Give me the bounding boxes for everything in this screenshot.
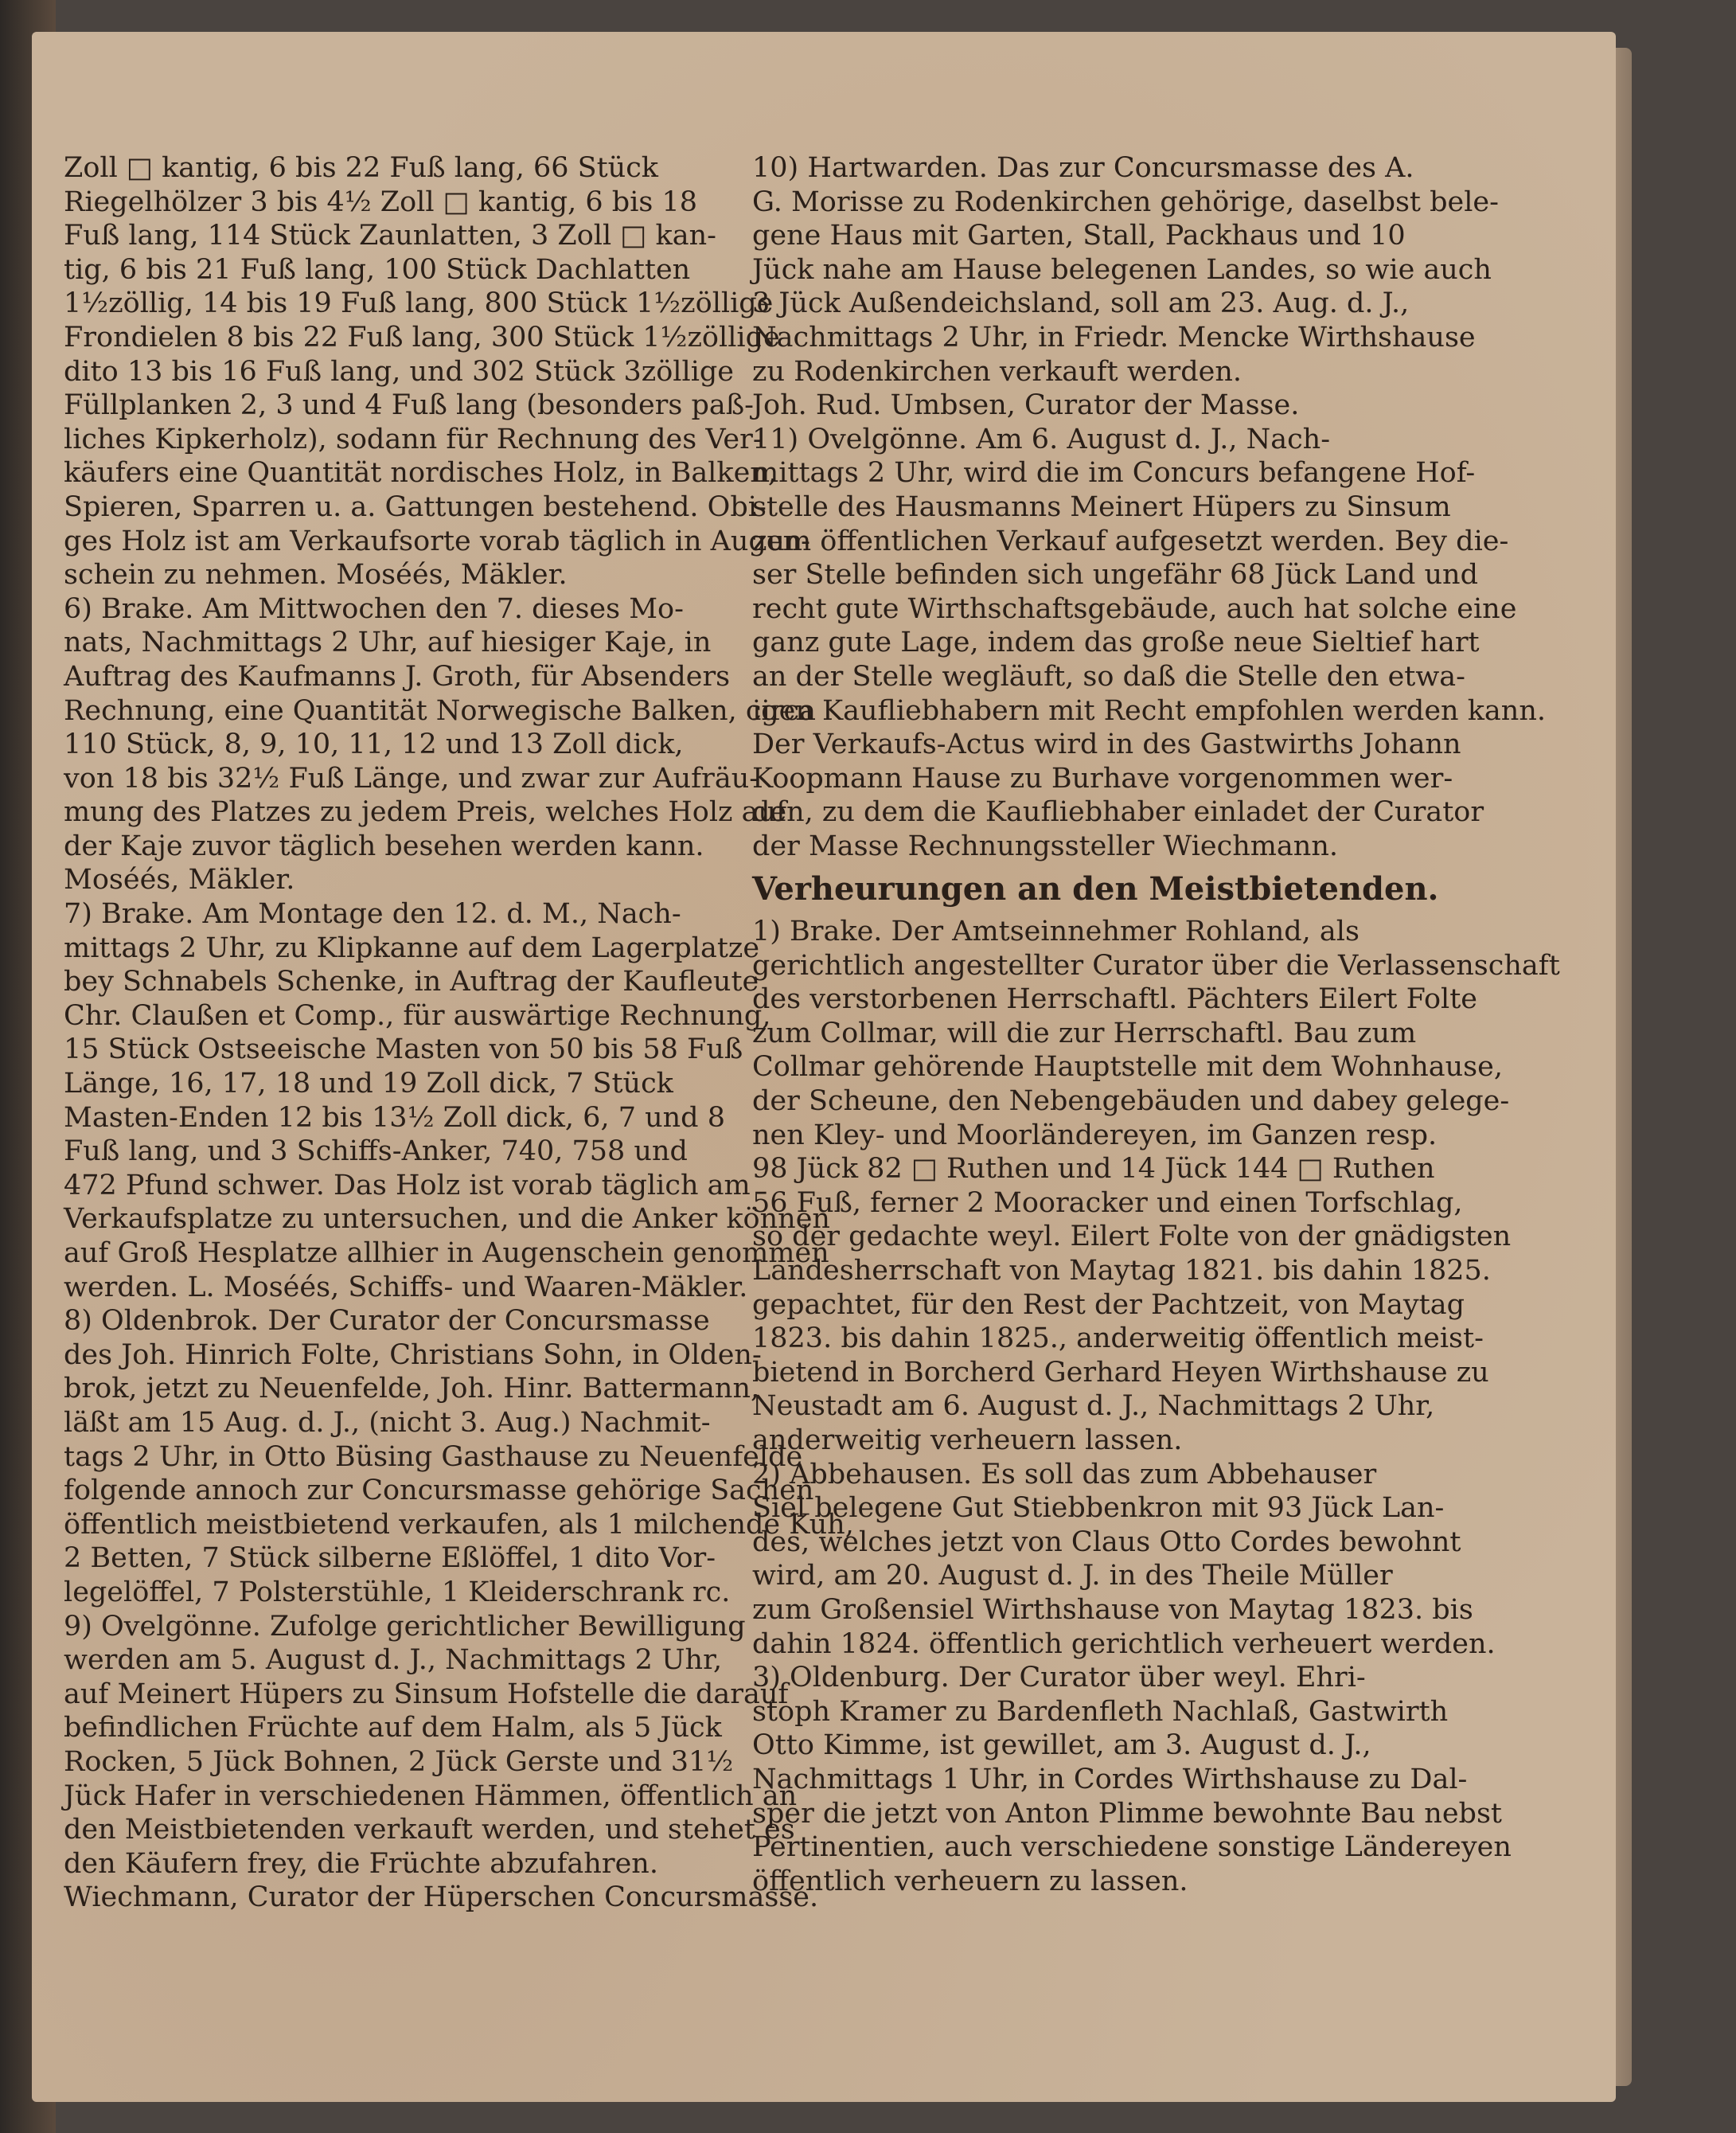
text-line: Joh. Rud. Umbsen, Curator der Masse. (752, 389, 1300, 422)
text-line: anderweitig verheuern lassen. (752, 1424, 1183, 1456)
text-line: Spieren, Sparren u. a. Gattungen bestehend. Obi- (64, 490, 767, 523)
text-line: 6) Brake. Am Mittwochen den 7. dieses Mo- (64, 592, 684, 625)
text-line: mung des Platzes zu jedem Preis, welches Holz auf (64, 796, 786, 829)
text-line: des, welches jetzt von Claus Otto Cordes bewohnt (752, 1526, 1461, 1558)
text-line: folgende annoch zur Concursmasse gehörige Sachen (64, 1475, 814, 1507)
text-line: 10) Hartwarden. Das zur Concursmasse des A. (752, 152, 1414, 184)
text-line: 2) Abbehausen. Es soll das zum Abbehauser (752, 1458, 1377, 1490)
text-line: Füllplanken 2, 3 und 4 Fuß lang (besonders paß- (64, 389, 754, 422)
text-line: 15 Stück Ostseeische Masten von 50 bis 58 Fuß (64, 1033, 743, 1066)
text-line: dito 13 bis 16 Fuß lang, und 302 Stück 3zöllige (64, 355, 734, 388)
text-line: nats, Nachmittags 2 Uhr, auf hiesiger Kaje, in (64, 627, 712, 659)
right-column-part-1 (752, 151, 1547, 863)
text-line: Koopmann Hause zu Burhave vorgenommen wer- (752, 762, 1453, 795)
text-line: schein zu nehmen. Moséés, Mäkler. (64, 559, 568, 592)
text-line: so der gedachte weyl. Eilert Folte von der gnädigsten (752, 1221, 1512, 1253)
text-line: käufers eine Quantität nordisches Holz, in Balken, (64, 457, 777, 490)
text-line: von 18 bis 32½ Fuß Länge, und zwar zur Aufräu- (64, 762, 759, 795)
newspaper-page (32, 32, 1616, 2102)
text-line: läßt am 15 Aug. d. J., (nicht 3. Aug.) Nachmit- (64, 1406, 711, 1439)
text-line: Der Verkaufs-Actus wird in des Gastwirths Johann (752, 729, 1461, 761)
text-line: 56 Fuß, ferner 2 Mooracker und einen Torfschlag, (752, 1186, 1463, 1219)
text-line: zum öffentlichen Verkauf aufgesetzt werden. Bey die- (752, 525, 1509, 557)
text-line: öffentlich meistbietend verkaufen, als 1 milchende Kuh, (64, 1508, 854, 1541)
text-line: Moséés, Mäkler. (64, 864, 295, 897)
text-line: 7) Brake. Am Montage den 12. d. M., Nach- (64, 898, 681, 931)
text-line: der Kaje zuvor täglich besehen werden kann. (64, 830, 704, 862)
text-line: Masten-Enden 12 bis 13½ Zoll dick, 6, 7 und 8 (64, 1101, 725, 1134)
text-line: tags 2 Uhr, in Otto Büsing Gasthause zu Neuenfelde (64, 1440, 803, 1473)
text-line: 1) Brake. Der Amtseinnehmer Rohland, als (752, 916, 1360, 948)
text-line: stelle des Hausmanns Meinert Hüpers zu Sinsum (752, 490, 1451, 523)
text-line: Otto Kimme, ist gewillet, am 3. August d. J., (752, 1729, 1371, 1762)
text-line: des verstorbenen Herrschaftl. Pächters Eilert Folte (752, 983, 1477, 1016)
text-line: Pertinentien, auch verschiedene sonstige Ländereyen (752, 1831, 1512, 1864)
text-line: 8) Oldenbrok. Der Curator der Concursmasse (64, 1305, 710, 1338)
text-line: mittags 2 Uhr, zu Klipkanne auf dem Lagerplatze (64, 932, 760, 964)
text-line: dahin 1824. öffentlich gerichtlich verheuert werden. (752, 1627, 1496, 1660)
text-line: zu Rodenkirchen verkauft werden. (752, 355, 1243, 388)
text-line: Siel belegene Gut Stiebbenkron mit 93 Jück Lan- (752, 1492, 1445, 1525)
right-column (752, 151, 1560, 1898)
text-line: Verkaufsplatze zu untersuchen, und die Anker können (64, 1203, 830, 1236)
text-line: Jück Hafer in verschiedenen Hämmen, öffentlich an (64, 1779, 798, 1812)
text-line: nen Kley- und Moorländereyen, im Ganzen resp. (752, 1119, 1438, 1151)
text-line: zum Großensiel Wirthshause von Maytag 1823. bis (752, 1593, 1473, 1626)
text-line: Auftrag des Kaufmanns J. Groth, für Absenders (64, 660, 731, 693)
text-line: bey Schnabels Schenke, in Auftrag der Kaufleute (64, 966, 759, 998)
text-line: recht gute Wirthschaftsgebäude, auch hat solche eine (752, 592, 1517, 625)
text-line: 9) Ovelgönne. Zufolge gerichtlicher Bewilligung (64, 1610, 746, 1643)
text-line: Rocken, 5 Jück Bohnen, 2 Jück Gerste und 31½ (64, 1745, 734, 1778)
text-line: an der Stelle wegläuft, so daß die Stelle den etwa- (752, 660, 1466, 693)
text-line: zum Collmar, will die zur Herrschaftl. Bau zum (752, 1017, 1417, 1049)
text-line: brok, jetzt zu Neuenfelde, Joh. Hinr. Battermann, (64, 1373, 760, 1405)
text-line: Rechnung, eine Quantität Norwegische Balken, circa (64, 694, 816, 727)
text-line: G. Morisse zu Rodenkirchen gehörige, daselbst bele- (752, 186, 1499, 218)
text-line: gene Haus mit Garten, Stall, Packhaus und 10 (752, 220, 1406, 252)
text-line: Fuß lang, 114 Stück Zaunlatten, 3 Zoll □ kan- (64, 220, 716, 252)
text-line: Frondielen 8 bis 22 Fuß lang, 300 Stück 1½zöllige (64, 321, 780, 354)
text-line: Nachmittags 2 Uhr, in Friedr. Mencke Wirthshause (752, 321, 1476, 354)
text-line: den Meistbietenden verkauft werden, und stehet es (64, 1814, 795, 1846)
text-line: Länge, 16, 17, 18 und 19 Zoll dick, 7 Stück (64, 1068, 673, 1100)
text-line: Fuß lang, und 3 Schiffs-Anker, 740, 758 und (64, 1135, 688, 1168)
section-heading: Verheurungen an den Meistbietenden. (752, 870, 1439, 908)
text-line: Neustadt am 6. August d. J., Nachmittags 2 Uhr, (752, 1390, 1435, 1423)
text-line: befindlichen Früchte auf dem Halm, als 5 Jück (64, 1712, 722, 1744)
text-line: 472 Pfund schwer. Das Holz ist vorab täglich am (64, 1169, 751, 1201)
text-line: auf Meinert Hüpers zu Sinsum Hofstelle die darauf (64, 1678, 789, 1710)
text-line: wird, am 20. August d. J. in des Theile Müller (752, 1560, 1393, 1592)
text-line: sper die jetzt von Anton Plimme bewohnte Bau nebst (752, 1797, 1502, 1830)
text-line: Jück nahe am Hause belegenen Landes, so wie auch (752, 253, 1492, 286)
text-line: Wiechmann, Curator der Hüperschen Concursmasse. (64, 1881, 819, 1914)
text-line: den, zu dem die Kaufliebhaber einladet der Curator (752, 796, 1484, 829)
text-line: liches Kipkerholz), sodann für Rechnung des Ver- (64, 423, 763, 455)
text-line: bietend in Borcherd Gerhard Heyen Wirthshause zu (752, 1356, 1489, 1389)
text-line: legelöffel, 7 Polsterstühle, 1 Kleiderschrank rc. (64, 1576, 731, 1608)
text-line: ganz gute Lage, indem das große neue Sieltief hart (752, 627, 1480, 659)
text-line: 98 Jück 82 □ Ruthen und 14 Jück 144 □ Ruthen (752, 1153, 1435, 1186)
text-line: 1823. bis dahin 1825., anderweitig öffentlich meist- (752, 1322, 1484, 1355)
text-line: Chr. Claußen et Comp., für auswärtige Rechnung, (64, 999, 771, 1032)
text-line: 110 Stück, 8, 9, 10, 11, 12 und 13 Zoll dick, (64, 729, 684, 761)
text-line: gerichtlich angestellter Curator über die Verlassenschaft (752, 949, 1560, 982)
text-line: gepachtet, für den Rest der Pachtzeit, von Maytag (752, 1288, 1465, 1321)
text-line: 3 Jück Außendeichsland, soll am 23. Aug. d. J., (752, 287, 1410, 320)
right-column-part-2 (752, 915, 1560, 1898)
text-line: des Joh. Hinrich Folte, Christians Sohn, in Olden- (64, 1338, 762, 1371)
text-line: 2 Betten, 7 Stück silberne Eßlöffel, 1 dito Vor- (64, 1542, 716, 1575)
text-line: 3) Oldenburg. Der Curator über weyl. Ehri- (752, 1662, 1366, 1694)
text-line: Zoll □ kantig, 6 bis 22 Fuß lang, 66 Stück (64, 152, 659, 184)
text-line: ges Holz ist am Verkaufsorte vorab täglich in Augen- (64, 525, 810, 557)
text-line: auf Groß Hesplatze allhier in Augenschein genommen (64, 1237, 829, 1269)
text-line: werden am 5. August d. J., Nachmittags 2 Uhr, (64, 1644, 723, 1677)
text-line: Collmar gehörende Hauptstelle mit dem Wohnhause, (752, 1051, 1503, 1084)
text-line: öffentlich verheuern zu lassen. (752, 1865, 1188, 1897)
text-line: 11) Ovelgönne. Am 6. August d. J., Nach- (752, 423, 1331, 455)
text-line: mittags 2 Uhr, wird die im Concurs befangene Hof- (752, 457, 1476, 490)
left-column (64, 151, 854, 1915)
text-line: 1½zöllig, 14 bis 19 Fuß lang, 800 Stück 1½zöllige (64, 287, 774, 320)
text-line: der Masse Rechnungssteller Wiechmann. (752, 830, 1339, 862)
text-line: den Käufern frey, die Früchte abzufahren. (64, 1847, 658, 1880)
text-line: Riegelhölzer 3 bis 4½ Zoll □ kantig, 6 bis 18 (64, 186, 698, 218)
text-line: werden. L. Moséés, Schiffs- und Waaren-Mäkler. (64, 1271, 748, 1303)
text-line: tig, 6 bis 21 Fuß lang, 100 Stück Dachlatten (64, 253, 691, 286)
text-line: igen Kaufliebhabern mit Recht empfohlen werden kann. (752, 694, 1547, 727)
text-line: ser Stelle befinden sich ungefähr 68 Jück Land und (752, 559, 1478, 592)
text-line: der Scheune, den Nebengebäuden und dabey gelege- (752, 1085, 1510, 1118)
text-line: stoph Kramer zu Bardenfleth Nachlaß, Gastwirth (752, 1695, 1449, 1728)
text-line: Landesherrschaft von Maytag 1821. bis dahin 1825. (752, 1255, 1491, 1287)
text-line: Nachmittags 1 Uhr, in Cordes Wirthshause zu Dal- (752, 1763, 1468, 1795)
